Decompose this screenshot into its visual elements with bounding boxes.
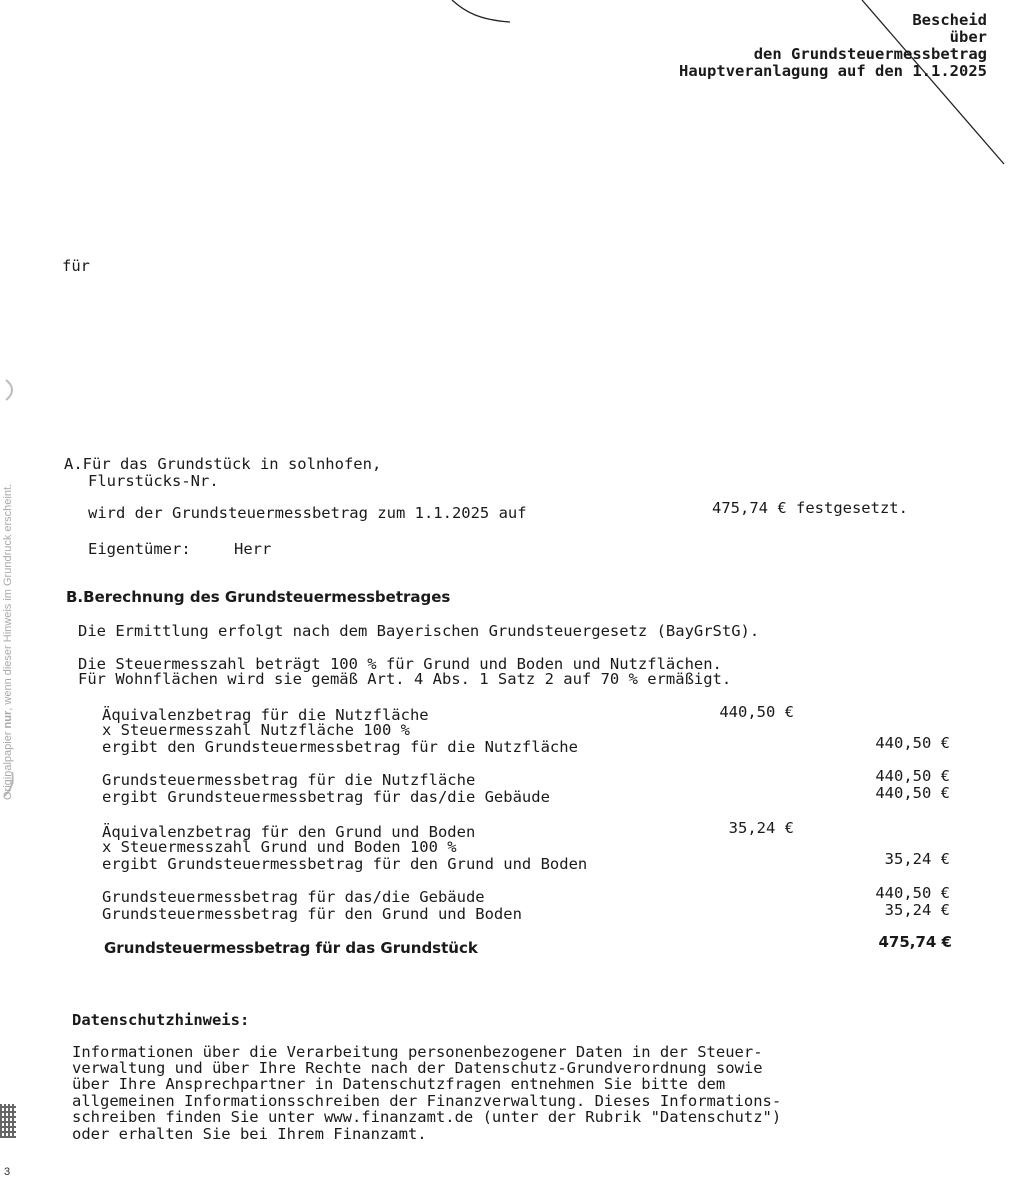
section-b-intro: Die Ermittlung erfolgt nach dem Bayerischen Grundsteuergesetz (BayGrStG). [78,622,760,640]
header-line-1: Bescheid [912,11,987,29]
calc-right-value: 440,50 € [875,784,950,802]
side-number: 3 [4,1166,11,1178]
side-note-bold: nur [2,710,14,729]
assessment-value: 475,74 € festgesetzt. [712,499,908,517]
side-note-before: Originalpapier [2,728,14,800]
side-bracket-upper [6,380,12,400]
calc-label: x Steuermesszahl Grund und Boden 100 % [102,838,457,856]
section-a-line-2: Flurstücks-Nr. [88,472,219,490]
calc-right-value: 440,50 € [875,767,950,785]
rate-line-1: Die Steuermesszahl beträgt 100 % für Grund und Boden und Nutzflächen. [78,655,722,673]
section-a-line-1: A.Für das Grundstück in solnhofen, [64,455,382,473]
calc-label: ergibt Grundsteuermessbetrag für den Grund und Boden [102,855,588,873]
original-paper-note [2,484,14,800]
header-line-2: über [949,28,987,46]
calc-right-value: 440,50 € [875,884,950,902]
calc-label: ergibt Grundsteuermessbetrag für das/die Gebäude [102,788,550,806]
calc-label: Äquivalenzbetrag für den Grund und Boden [102,823,476,841]
privacy-heading: Datenschutzhinweis: [72,1011,250,1029]
total-value: 475,74 € [878,933,952,951]
calc-label: Äquivalenzbetrag für die Nutzfläche [102,706,429,724]
calc-label: x Steuermesszahl Nutzfläche 100 % [102,721,410,739]
owner-label: Eigentümer: [88,540,191,558]
privacy-line: schreiben finden Sie unter www.finanzamt.de (unter der Rubrik "Datenschutz") [72,1108,782,1126]
privacy-line: allgemeinen Informationsschreiben der Finanzverwaltung. Dieses Informations- [72,1092,782,1110]
calc-right-value: 35,24 € [884,901,950,919]
side-note-after: , wenn dieser Hinweis im Grundruck erscheint. [2,483,14,711]
recipient-label: für [62,257,90,275]
privacy-line: über Ihre Ansprechpartner in Datenschutzfragen entnehmen Sie bitte dem [72,1075,726,1093]
header-line-3: den Grundsteuermessbetrag [753,45,987,63]
privacy-line: verwaltung und über Ihre Rechte nach der Datenschutz-Grundverordnung sowie [72,1059,763,1077]
calc-mid-value: 35,24 € [728,819,794,837]
assessment-text: wird der Grundsteuermessbetrag zum 1.1.2025 auf [88,504,527,522]
calc-label: ergibt den Grundsteuermessbetrag für die Nutzfläche [102,738,578,756]
section-b-heading: B.Berechnung des Grundsteuermessbetrages [66,588,451,606]
owner-value: Herr [234,540,272,558]
calc-right-value: 440,50 € [875,734,950,752]
calc-right-value: 35,24 € [884,850,950,868]
qr-code-icon [0,1104,16,1138]
total-label: Grundsteuermessbetrag für das Grundstück [104,939,478,957]
privacy-line: oder erhalten Sie bei Ihrem Finanzamt. [72,1125,427,1143]
calc-label: Grundsteuermessbetrag für die Nutzfläche [102,771,476,789]
rate-line-2: Für Wohnflächen wird sie gemäß Art. 4 Abs. 1 Satz 2 auf 70 % ermäßigt. [78,670,732,688]
calc-label: Grundsteuermessbetrag für den Grund und Boden [102,905,522,923]
privacy-line: Informationen über die Verarbeitung personenbezogener Daten in der Steuer- [72,1043,763,1061]
calc-mid-value: 440,50 € [719,703,794,721]
calc-label: Grundsteuermessbetrag für das/die Gebäude [102,888,485,906]
header-line-4: Hauptveranlagung auf den 1.1.2025 [679,62,987,80]
